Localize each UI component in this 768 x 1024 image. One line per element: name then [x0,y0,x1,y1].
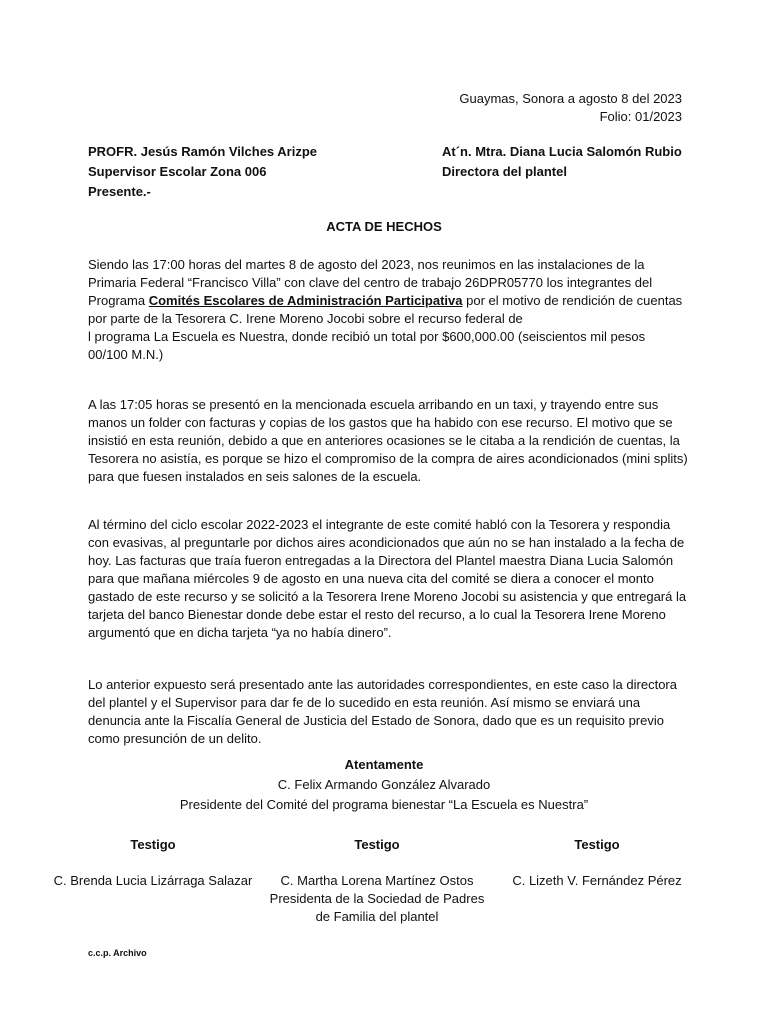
paragraph-1-cont: l programa La Escuela es Nuestra, donde recibió un total por $600,000.00 (seiscientos mil pesos 00/100 M.N.) [88,329,646,362]
witness-name: C. Martha Lorena Martínez Ostos [280,873,474,888]
recipient-name: PROFR. Jesús Ramón Vilches Arizpe [88,144,318,159]
witness-role: Presidenta de la Sociedad de Padres [269,891,485,906]
witness-name: C. Brenda Lucia Lizárraga Salazar [53,873,253,888]
paragraph-1-lead: Siendo las 17:00 horas del martes 8 de agosto del 2023, nos reunimos en las instalaciones de la Primaria Federal “Francisco Villa” con clave del centro de trabajo 26DPR05770 los integrantes del Programa [88,257,653,308]
program-name: Comités Escolares de Administración Participativa [148,293,463,308]
document-folio: Folio: 01/2023 [599,109,682,124]
witness-2 [267,836,487,926]
ccp-note: c.c.p. Archivo [88,948,147,958]
attention-role: Directora del plantel [442,164,567,179]
paragraph-3: Al término del ciclo escolar 2022-2023 el integrante de este comité habló con la Tesorera y respondia con evasivas, al preguntarle por dichos aires acondicionados que aún no se han instalado a la fecha de hoy. Las facturas que traía fueron entregadas a la Directora del Plantel maestra Diana Lucia Salomón para que mañana miércoles 9 de agosto en una nueva cita del comité se diera a conocer el monto gastado de este recurso y se solicitó a la Tesorera Irene Moreno Jocobi su asistencia y que entregará la tarjeta del banco Bienestar donde debe estar el resto del recurso, a lo cual la Tesorera Irene Moreno argumentó que en dicha tarjeta “ya no había dinero”. [88,517,687,640]
recipient-role: Supervisor Escolar Zona 006 [88,164,267,179]
witness-3 [487,836,707,890]
attention-name: At´n. Mtra. Diana Lucia Salomón Rubio [442,144,682,159]
signer-role: Presidente del Comité del programa bienestar “La Escuela es Nuestra” [179,797,589,812]
document-date: Guaymas, Sonora a agosto 8 del 2023 [459,91,682,106]
recipient-presente: Presente.- [88,184,151,199]
witness-name: C. Lizeth V. Fernández Pérez [512,873,682,888]
witness-role: de Familia del plantel [315,909,439,924]
paragraph-4: Lo anterior expuesto será presentado ante las autoridades correspondientes, en este caso la directora del plantel y el Supervisor para dar fe de lo sucedido en esta reunión. Así mismo se enviará una denuncia ante la Fiscalía General de Justicia del Estado de Sonora, dado que es un requisito previo como presunción de un delito. [88,677,677,746]
witness-1 [43,836,263,890]
witness-label: Testigo [574,837,620,852]
witness-label: Testigo [130,837,176,852]
paragraph-1 [88,256,688,364]
signer-name: C. Felix Armando González Alvarado [277,777,491,792]
closing-salutation: Atentamente [344,757,424,772]
document-title: ACTA DE HECHOS [326,219,442,234]
witness-label: Testigo [354,837,400,852]
paragraph-2: A las 17:05 horas se presentó en la mencionada escuela arribando en un taxi, y trayendo entre sus manos un folder con facturas y copias de los gastos que ha habido con ese recurso. El motivo que se insistió en esta reunión, debido a que en anteriores ocasiones se le citaba a la rendición de cuentas, la Tesorera no asistía, es porque se hizo el compromiso de la compra de aires acondicionados (mini splits) para que fuesen instalados en seis salones de la escuela. [88,397,688,484]
paragraph-1-tail: por el motivo de rendición de cuentas por parte de la Tesorera C. Irene Moreno Jocobi sobre el recurso federal de [88,293,683,326]
